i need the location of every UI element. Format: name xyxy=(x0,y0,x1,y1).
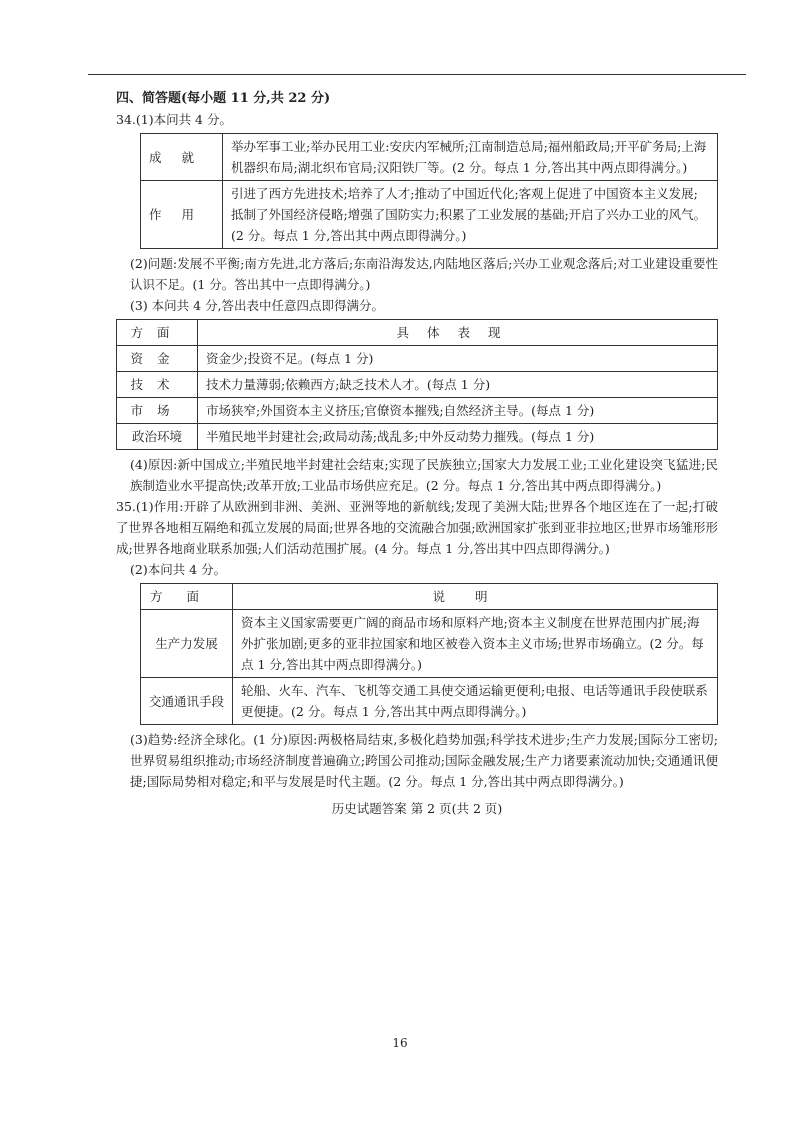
row-label: 政治环境 xyxy=(117,424,198,450)
header-explanation: 说明 xyxy=(233,584,718,610)
row-label: 交通通讯手段 xyxy=(141,678,233,725)
q34-table-aspects xyxy=(116,319,718,450)
table-row xyxy=(117,424,718,450)
q34-part4: (4)原因:新中国成立;半殖民地半封建社会结束;实现了民族独立;国家大力发展工业;工业化建设突飞猛进;民族制造业水平提高快;改革开放;工业品市场供应充足。(2 分。每点 1 分,答出其中两点即得满分。) xyxy=(130,457,718,493)
row-label: 市场 xyxy=(117,398,198,424)
q34-part1-intro: 34.(1)本问共 4 分。 xyxy=(116,112,232,127)
row-label: 生产力发展 xyxy=(141,610,233,678)
table-row xyxy=(141,181,718,249)
row-label-achievement: 成就 xyxy=(141,134,223,181)
row-text: 技术力量薄弱;依赖西方;缺乏技术人才。(每点 1 分) xyxy=(198,372,718,398)
header-aspect: 方面 xyxy=(117,320,198,346)
row-text: 资金少;投资不足。(每点 1 分) xyxy=(198,346,718,372)
table-header-row xyxy=(141,584,718,610)
page-footer: 历史试题答案 第 2 页(共 2 页) xyxy=(331,801,503,816)
q35-part1: 35.(1)作用:开辟了从欧洲到非洲、美洲、亚洲等地的新航线;发现了美洲大陆;世界各个地区连在了一起;打破了世界各地相互隔绝和孤立发展的局面;世界各地的交流融合加强;欧洲国家扩张到亚非拉地区;世界市场雏形形成;世界各地商业联系加强;人们活动范围扩展。(4 分。每点 1 分,答出其中四点即得满分。) xyxy=(116,499,718,556)
table-row xyxy=(141,610,718,678)
q35-part3: (3)趋势:经济全球化。(1 分)原因:两极格局结束,多极化趋势加强;科学技术进步;生产力发展;国际分工密切;世界贸易组织推动;市场经济制度普遍确立;跨国公司推动;国际金融发展;生产力诸要素流动加快;交通通讯便捷;国际局势相对稳定;和平与发展是时代主题。(2 分。每点 1 分,答出其中两点即得满分。) xyxy=(130,732,718,789)
table-row xyxy=(117,398,718,424)
row-label: 技术 xyxy=(117,372,198,398)
q34-part2: (2)问题:发展不平衡;南方先进,北方落后;东南沿海发达,内陆地区落后;兴办工业观念落后;对工业建设重要性认识不足。(1 分。答出其中一点即得满分。) xyxy=(130,256,718,292)
row-text: 半殖民地半封建社会;政局动荡;战乱多;中外反动势力摧残。(每点 1 分) xyxy=(198,424,718,450)
table-row xyxy=(117,346,718,372)
section-heading: 四、简答题(每小题 11 分,共 22 分) xyxy=(116,91,331,106)
header-detail: 具体表现 xyxy=(198,320,718,346)
table-header-row xyxy=(117,320,718,346)
table-row xyxy=(141,134,718,181)
row-text: 资本主义国家需要更广阔的商品市场和原料产地;资本主义制度在世界范围内扩展;海外扩张加剧;更多的亚非拉国家和地区被卷入资本主义市场;世界市场确立。(2 分。每点 1 分,答出其中两点即得满分。) xyxy=(233,610,718,678)
q34-part3-intro: (3) 本问共 4 分,答出表中任意四点即得满分。 xyxy=(130,298,385,313)
row-label-effect: 作用 xyxy=(141,181,223,249)
row-text: 轮船、火车、汽车、飞机等交通工具使交通运输更便利;电报、电话等通讯手段使联系更便捷。(2 分。每点 1 分,答出其中两点即得满分。) xyxy=(233,678,718,725)
row-label: 资金 xyxy=(117,346,198,372)
q35-table-reasons xyxy=(140,583,718,725)
q35-part2-intro: (2)本问共 4 分。 xyxy=(130,562,227,577)
table-row xyxy=(141,678,718,725)
row-text-achievement: 举办军事工业;举办民用工业:安庆内军械所;江南制造总局;福州船政局;开平矿务局;上海机器织布局;湖北织布官局;汉阳铁厂等。(2 分。每点 1 分,答出其中两点即得满分。) xyxy=(223,134,718,181)
row-text-effect: 引进了西方先进技术;培养了人才;推动了中国近代化;客观上促进了中国资本主义发展;抵制了外国经济侵略;增强了国防实力;积累了工业发展的基础;开启了兴办工业的风气。(2 分。每点 1 分,答出其中两点即得满分。) xyxy=(223,181,718,249)
answer-sheet xyxy=(116,88,718,819)
top-rule xyxy=(88,74,746,75)
page-number: 16 xyxy=(392,1036,408,1050)
header-aspect: 方面 xyxy=(141,584,233,610)
q34-table-achievements xyxy=(140,133,718,249)
row-text: 市场狭窄;外国资本主义挤压;官僚资本摧残;自然经济主导。(每点 1 分) xyxy=(198,398,718,424)
table-row xyxy=(117,372,718,398)
